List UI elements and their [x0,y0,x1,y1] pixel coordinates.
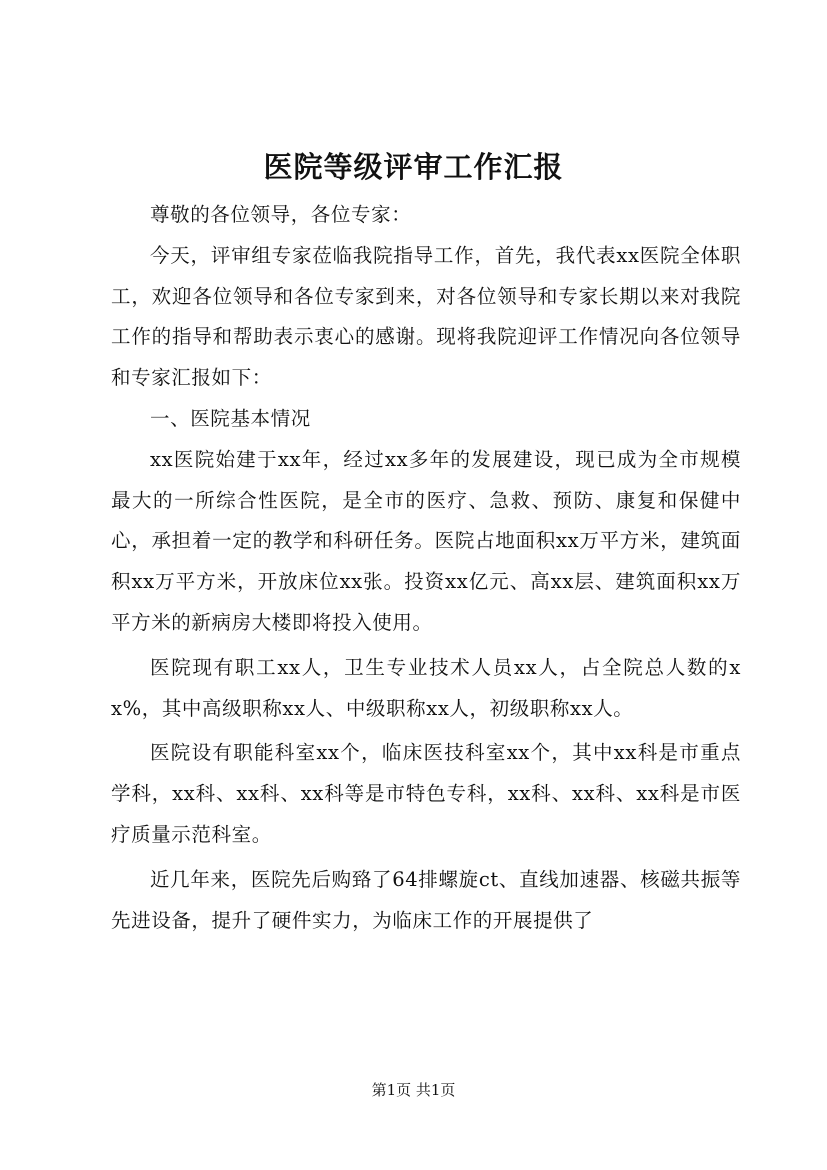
section-heading: 一、医院基本情况 [150,406,311,430]
salutation-paragraph: 尊敬的各位领导，各位专家： [150,203,412,226]
welcome-paragraph: 今天，评审组专家莅临我院指导工作，首先，我代表xx医院全体职工，欢迎各位领导和各位专家到来，对各位领导和专家长期以来对我院工作的指导和帮助表示衷心的感谢。现将我院迎评工作情况向各位领导和专家汇报如下： [111,243,741,390]
departments-paragraph: 医院设有职能科室xx个，临床医技科室xx个，其中xx科是市重点学科，xx科、xx科、xx科等是市特色专科，xx科、xx科、xx科是市医疗质量示范科室。 [111,741,741,846]
staff-paragraph: 医院现有职工xx人，卫生专业技术人员xx人，占全院总人数的xx%，其中高级职称xx人、中级职称xx人，初级职称xx人。 [111,655,741,720]
document-body [111,195,741,941]
equipment-paragraph: 近几年来，医院先后购臵了64排螺旋ct、直线加速器、核磁共振等先进设备，提升了硬件实力，为临床工作的开展提供了 [111,867,741,932]
hospital-overview-paragraph: xx医院始建于xx年，经过xx多年的发展建设，现已成为全市规模最大的一所综合性医院，是全市的医疗、急救、预防、康复和保健中心，承担着一定的教学和科研任务。医院占地面积xx万平方米，建筑面积xx万平方米，开放床位xx张。投资xx亿元、高xx层、建筑面积xx万平方米的新病房大楼即将投入使用。 [111,447,741,634]
document-title: 医院等级评审工作汇报 [263,150,564,184]
page-number-footer: 第1页 共1页 [371,1081,456,1099]
